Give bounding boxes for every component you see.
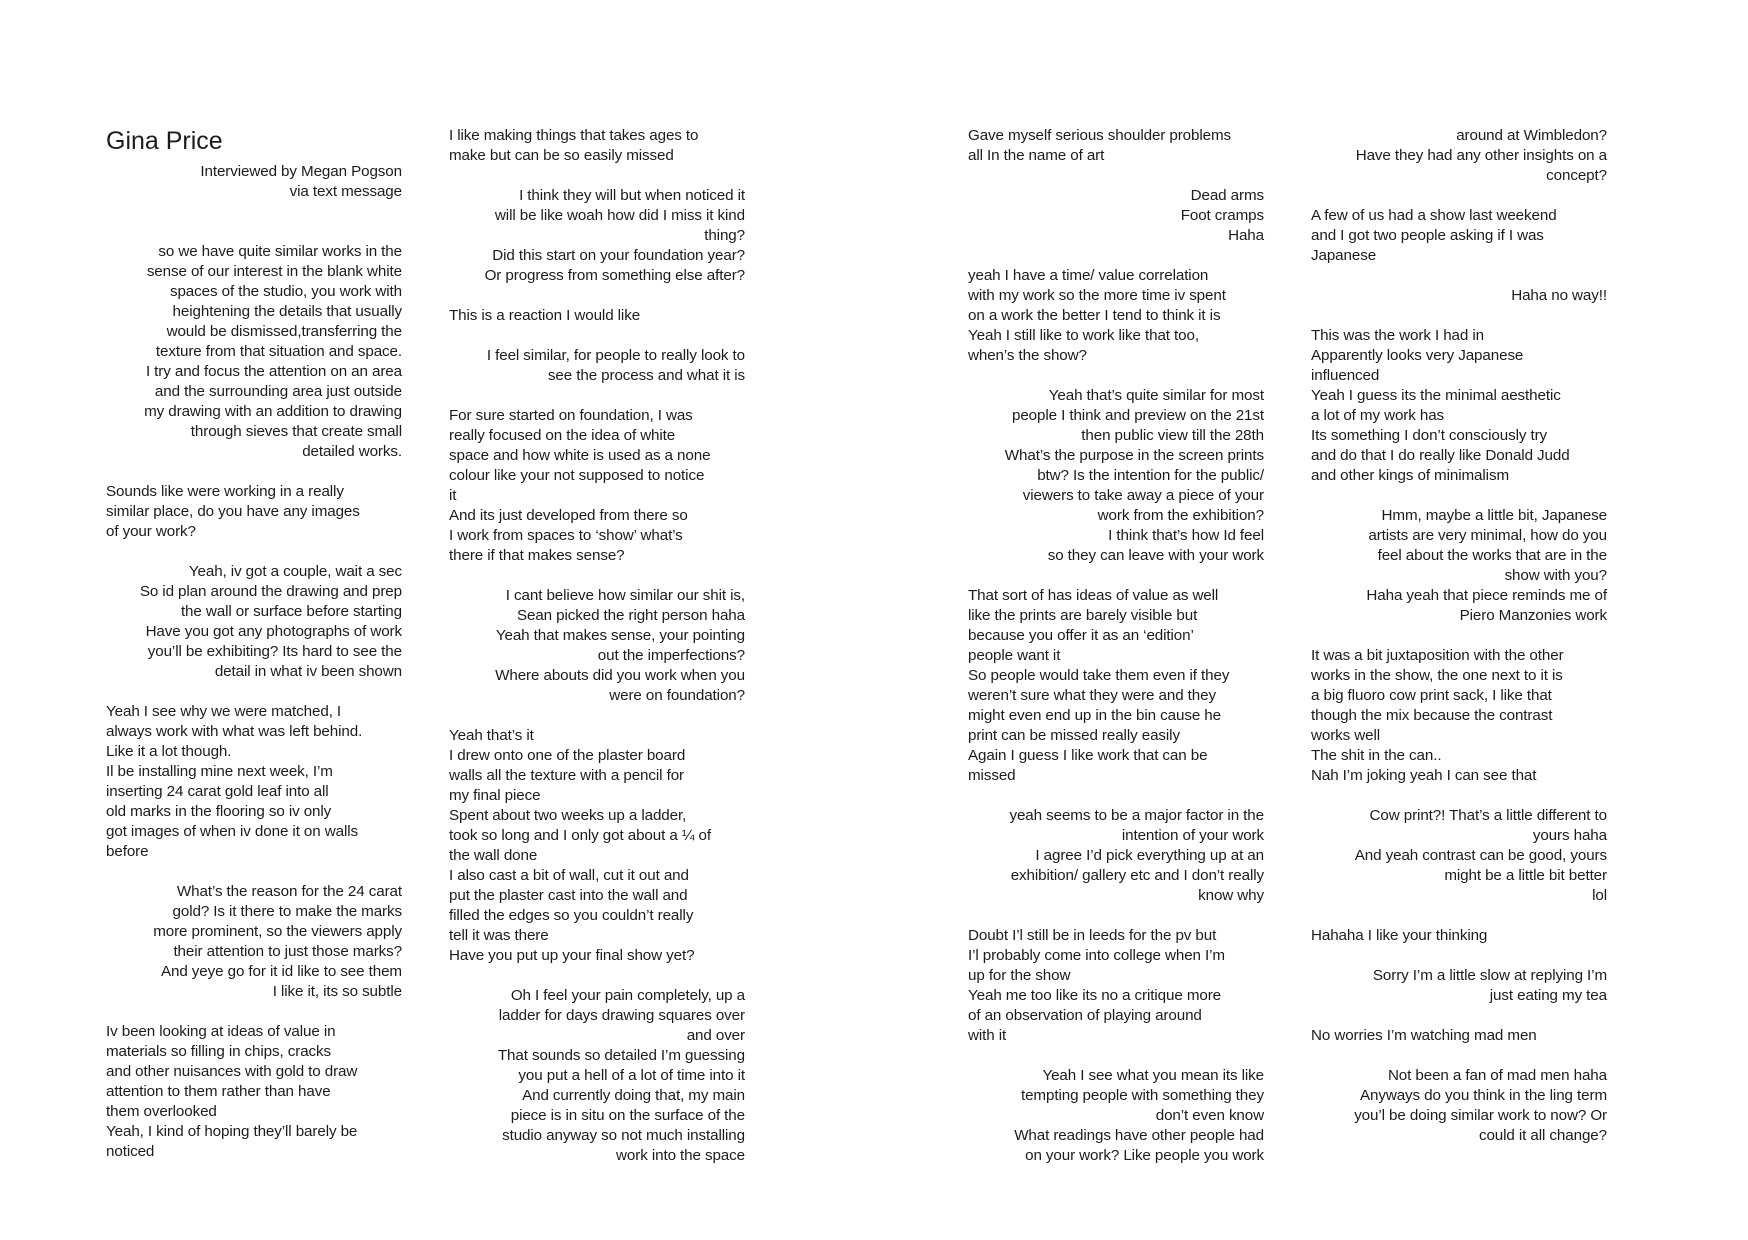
paragraph-gap xyxy=(106,862,402,882)
paragraph-gap xyxy=(1311,906,1607,926)
message-artist: No worries I’m watching mad men xyxy=(1311,1027,1537,1044)
message-artist: Yeah that’s it I drew onto one of the plaster board walls all the texture with a pencil for my final piece Spent about two weeks up a ladder, took so long and I only got about a ¼ of the wall done I also cast a bit of wall, cut it out and put the plaster cast into the wall and filled the edges so you couldn’t really tell it was there Have you put up your final show yet? xyxy=(449,727,711,964)
message-artist: Hahaha I like your thinking xyxy=(1311,927,1488,944)
paragraph-gap xyxy=(1311,786,1607,806)
message-interviewer: so we have quite similar works in the sense of our interest in the blank white spaces of the studio, you work with heightening the details that usually would be dismissed,transferring the texture from that situation and space. I try and focus the attention on an area and the surrounding area just outside my drawing with an addition to drawing through sieves that create small detailed works. xyxy=(144,243,402,460)
paragraph-gap xyxy=(968,786,1264,806)
column-3-body xyxy=(968,126,1264,1166)
message-interviewer: I feel similar, for people to really look to see the process and what it is xyxy=(486,347,745,384)
message-interviewer: Cow print?! That’s a little different to yours haha And yeah contrast can be good, yours might be a little bit better lol xyxy=(1354,807,1607,904)
message-interviewer: Dead arms Foot cramps Haha xyxy=(1180,187,1264,244)
message-interviewer: yeah seems to be a major factor in the intention of your work I agree I’d pick everything up at an exhibition/ gallery etc and I don’t really know why xyxy=(1009,807,1264,904)
message-artist: It was a bit juxtaposition with the other works in the show, the one next to it is a big fluoro cow print sack, I like that though the mix because the contrast works well The shit in the can.. Nah I’m joking yeah I can see that xyxy=(1311,647,1564,784)
message-artist: That sort of has ideas of value as well like the prints are barely visible but because you offer it as an ‘edition’ people want it So people would take them even if they weren’t sure what they were and they might even end up in the bin cause he print can be missed really easily Again I guess I like work that can be missed xyxy=(968,587,1230,784)
message-interviewer: Yeah I see what you mean its like tempting people with something they don’t even know What readings have other people had on your work? Like people you work xyxy=(1014,1067,1264,1164)
message-artist: yeah I have a time/ value correlation with my work so the more time iv spent on a work the better I tend to think it is Yeah I still like to work like that too, when’s the show? xyxy=(968,267,1226,364)
message-artist: For sure started on foundation, I was really focused on the idea of white space and how white is used as a none colour like your not supposed to notice it And its just developed from there so I work from spaces to ‘show’ what’s there if that makes sense? xyxy=(449,407,711,564)
message-interviewer: I think they will but when noticed it will be like woah how did I miss it kind thing? Did this start on your foundation year? Or progress from something else after? xyxy=(484,187,745,284)
paragraph-gap xyxy=(1311,946,1607,966)
message-interviewer: around at Wimbledon? Have they had any other insights on a concept? xyxy=(1355,127,1607,184)
message-interviewer: What’s the reason for the 24 carat gold? Is it there to make the marks more prominent, so the viewers apply their attention to just those marks? And yeye go for it id like to see them I like it, its so subtle xyxy=(153,883,402,1000)
message-artist: A few of us had a show last weekend and I got two people asking if I was Japanese xyxy=(1311,207,1557,264)
message-interviewer: Yeah that’s quite similar for most people I think and preview on the 21st then public view till the 28th What’s the purpose in the screen prints btw? Is the intention for the public/ viewers to take away a piece of your work from the exhibition? I think that’s how Id feel so they can leave with your work xyxy=(1004,387,1264,564)
paragraph-gap xyxy=(1311,486,1607,506)
column-4 xyxy=(1311,126,1607,1146)
paragraph-gap xyxy=(968,566,1264,586)
message-artist: I like making things that takes ages to make but can be so easily missed xyxy=(449,127,699,164)
paragraph-gap xyxy=(1311,626,1607,646)
message-artist: This was the work I had in Apparently looks very Japanese influenced Yeah I guess its the minimal aesthetic a lot of my work has Its something I don’t consciously try and do that I do really like Donald Judd and other kings of minimalism xyxy=(1311,327,1570,484)
paragraph-gap xyxy=(106,682,402,702)
byline: Interviewed by Megan Pogson via text message xyxy=(200,163,402,200)
paragraph-gap xyxy=(449,966,745,986)
paragraph-gap xyxy=(1311,186,1607,206)
paragraph-gap xyxy=(1311,266,1607,286)
message-artist: This is a reaction I would like xyxy=(449,307,641,324)
spacer xyxy=(106,202,402,222)
message-artist: Gave myself serious shoulder problems all In the name of art xyxy=(968,127,1232,164)
paragraph-gap xyxy=(106,542,402,562)
column-1 xyxy=(106,126,402,1162)
paragraph-gap xyxy=(449,166,745,186)
paragraph-gap xyxy=(449,286,745,306)
page-title: Gina Price xyxy=(106,127,223,155)
paragraph-gap xyxy=(968,906,1264,926)
spacer xyxy=(106,222,402,242)
message-interviewer: I cant believe how similar our shit is, Sean picked the right person haha Yeah that makes sense, your pointing out the imperfections? Where abouts did you work when you were on foundation? xyxy=(495,587,745,704)
paragraph-gap xyxy=(449,566,745,586)
paragraph-gap xyxy=(968,366,1264,386)
message-artist: Sounds like were working in a really similar place, do you have any images of your work? xyxy=(106,483,360,540)
message-interviewer: Haha no way!! xyxy=(1511,287,1607,304)
paragraph-gap xyxy=(449,326,745,346)
message-artist: Doubt I’l still be in leeds for the pv but I’l probably come into college when I’m up for the show Yeah me too like its no a critique more of an observation of playing around with it xyxy=(968,927,1225,1044)
column-4-body xyxy=(1311,126,1607,1146)
paragraph-gap xyxy=(106,462,402,482)
paragraph-gap xyxy=(106,1002,402,1022)
message-interviewer: Oh I feel your pain completely, up a ladder for days drawing squares over and over That sounds so detailed I’m guessing you put a hell of a lot of time into it And currently doing that, my main piece is in situ on the surface of the studio anyway so not much installing work into the space xyxy=(497,987,745,1164)
paragraph-gap xyxy=(968,246,1264,266)
message-artist: Iv been looking at ideas of value in materials so filling in chips, cracks and other nuisances with gold to draw attention to them rather than have them overlooked Yeah, I kind of hoping they’ll barely be noticed xyxy=(106,1023,358,1160)
column-3 xyxy=(968,126,1264,1166)
message-interviewer: Hmm, maybe a little bit, Japanese artists are very minimal, how do you feel about the works that are in the show with you? Haha yeah that piece reminds me of Piero Manzonies work xyxy=(1366,507,1607,624)
paragraph-gap xyxy=(968,166,1264,186)
message-interviewer: Yeah, iv got a couple, wait a sec So id plan around the drawing and prep the wall or surface before starting Have you got any photographs of work you’ll be exhibiting? Its hard to see the detail in what iv been shown xyxy=(139,563,402,680)
paragraph-gap xyxy=(449,706,745,726)
paragraph-gap xyxy=(1311,1046,1607,1066)
paragraph-gap xyxy=(968,1046,1264,1066)
column-1-body xyxy=(106,242,402,1162)
message-interviewer: Not been a fan of mad men haha Anyways do you think in the ling term you’l be doing similar work to now? Or could it all change? xyxy=(1354,1067,1607,1144)
paragraph-gap xyxy=(1311,1006,1607,1026)
message-artist: Yeah I see why we were matched, I always work with what was left behind. Like it a lot though. Il be installing mine next week, I’m inserting 24 carat gold leaf into all old marks in the flooring so iv only got images of when iv done it on walls before xyxy=(106,703,363,860)
column-2-body xyxy=(449,126,745,1166)
paragraph-gap xyxy=(449,386,745,406)
column-2 xyxy=(449,126,745,1166)
message-interviewer: Sorry I’m a little slow at replying I’m just eating my tea xyxy=(1372,967,1607,1004)
paragraph-gap xyxy=(1311,306,1607,326)
